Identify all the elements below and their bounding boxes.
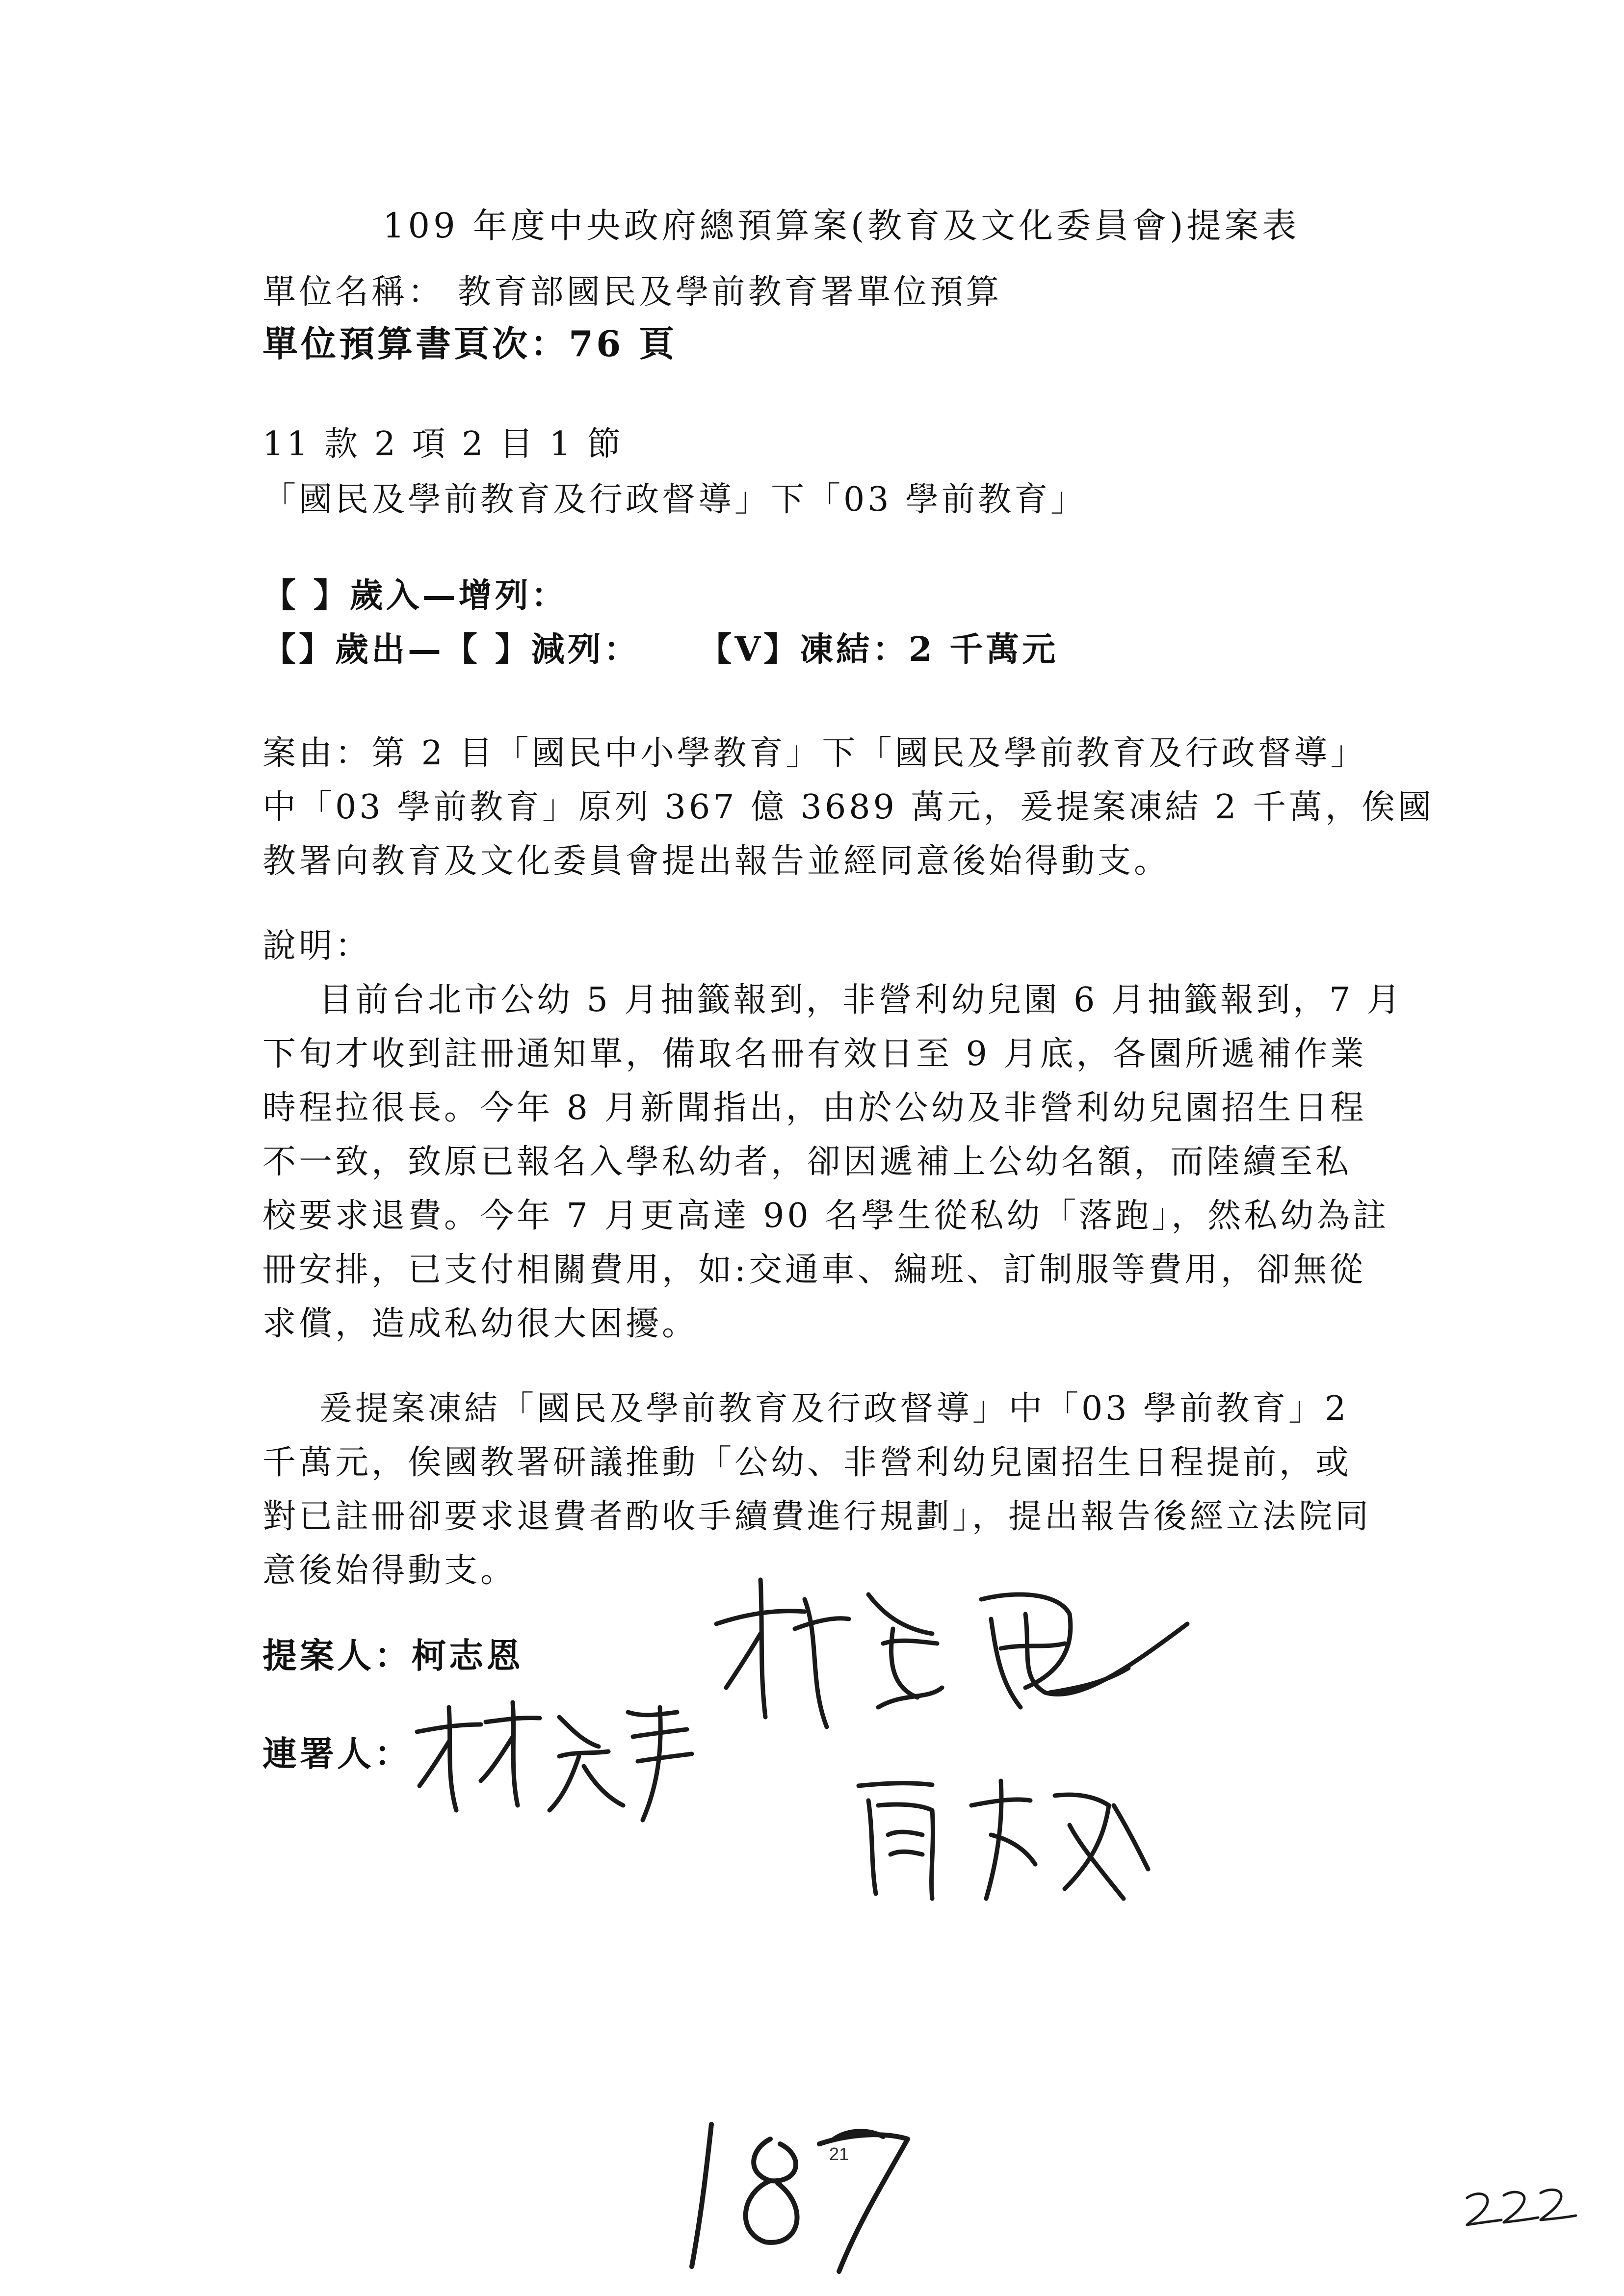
proposal-line: 爰提案凍結「國民及學前教育及行政督導」中「03 學前教育」2 — [319, 1389, 1349, 1428]
description-line: 求償，造成私幼很大困擾。 — [262, 1305, 699, 1343]
description-line: 冊安排，已支付相關費用，如:交通車、編班、訂制服等費用，卻無從 — [262, 1251, 1366, 1289]
reason-line: 案由：第 2 目「國民中小學教育」下「國民及學前教育及行政督導」 — [262, 734, 1367, 773]
description-line: 校要求退費。今年 7 月更高達 90 名學生從私幼「落跑」，然私幼為註 — [262, 1197, 1389, 1235]
budget-section: 11 款 2 項 2 目 1 節 — [262, 425, 624, 464]
reason-line: 中「03 學前教育」原列 367 億 3689 萬元，爰提案凍結 2 千萬，俟國 — [262, 788, 1434, 827]
budget-page-reference: 單位預算書頁次：76 頁 — [262, 323, 678, 365]
budget-program: 「國民及學前教育及行政督導」下「03 學前教育」 — [262, 480, 1087, 519]
description-line: 時程拉很長。今年 8 月新聞指出，由於公幼及非營利幼兒園招生日程 — [262, 1089, 1367, 1127]
reason-line: 教署向教育及文化委員會提出報告並經同意後始得動支。 — [262, 842, 1171, 881]
cosigner-label: 連署人： — [262, 1733, 412, 1774]
description-line: 目前台北市公幼 5 月抽籤報到，非營利幼兒園 6 月抽籤報到，7 月 — [319, 981, 1403, 1019]
proposal-line: 對已註冊卻要求退費者酌收手續費進行規劃」，提出報告後經立法院同 — [262, 1497, 1372, 1536]
expenditure-freeze-line: 【】歲出—【 】減列： 【V】凍結：2 千萬元 — [262, 630, 1059, 669]
revenue-line: 【 】歲入—增列： — [262, 576, 568, 615]
page-number: 21 — [829, 2144, 849, 2164]
proposer-signature — [707, 1570, 1197, 1747]
handwritten-corner-number — [1462, 2178, 1580, 2232]
proposal-line: 意後始得動支。 — [262, 1551, 517, 1590]
page-title: 109 年度中央政府總預算案(教育及文化委員會)提案表 — [383, 206, 1300, 246]
description-line: 下旬才收到註冊通知單，備取名冊有效日至 9 月底，各園所遞補作業 — [262, 1035, 1367, 1073]
description-line: 不一致，致原已報名入學私幼者，卻因遞補上公幼名額，而陸續至私 — [262, 1143, 1352, 1181]
unit-name: 單位名稱： 教育部國民及學前教育署單位預算 — [262, 273, 1002, 312]
description-heading: 說明： — [262, 927, 372, 965]
proposer-label: 提案人：柯志恩 — [262, 1635, 524, 1676]
proposal-line: 千萬元，俟國教署研議推動「公幼、非營利幼兒園招生日程提前，或 — [262, 1443, 1352, 1482]
handwritten-page-number — [672, 2110, 947, 2296]
cosigner-signature — [412, 1702, 707, 1830]
cosigner-signature — [849, 1776, 1163, 1904]
